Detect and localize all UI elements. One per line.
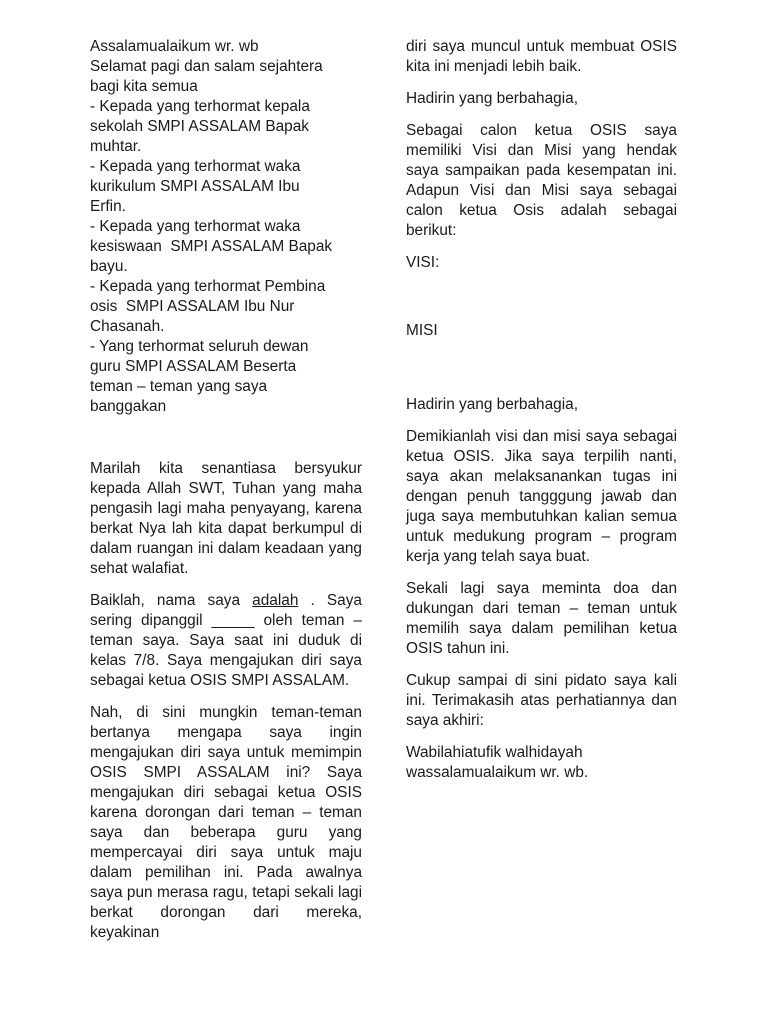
penutup-paragraph: Sekali lagi saya meminta doa dan dukungan dari teman – teman untuk memilih saya dalam pemilihan ketua OSIS tahun ini.	[406, 580, 677, 657]
greeting-line: sekolah SMPI ASSALAM Bapak	[90, 118, 310, 135]
greeting-line: - Kepada yang terhormat waka	[90, 158, 301, 175]
greeting-line: bagi kita semua	[90, 78, 198, 95]
visi-misi-intro-paragraph: Sebagai calon ketua OSIS saya memiliki Visi dan Misi yang hendak saya sampaikan pada kesempatan ini. Adapun Visi dan Misi saya sebagai calon ketua Osis adalah sebagai berikut:	[406, 122, 677, 239]
greeting-line: Chasanah.	[90, 318, 165, 335]
right-column	[406, 37, 677, 795]
greeting-line: banggakan	[90, 398, 167, 415]
greeting-line: kurikulum SMPI ASSALAM Ibu	[90, 178, 300, 195]
greeting-line: osis SMPI ASSALAM Ibu Nur	[90, 298, 295, 315]
penutup-paragraph: Demikianlah visi dan misi saya sebagai ketua OSIS. Jika saya terpilih nanti, saya akan melaksanankan tugas ini dengan penuh tangggung jawab dan juga saya membutuhkan kalian semua untuk medukung program – program kerja yang telah saya buat.	[406, 428, 677, 565]
alasan-paragraph: Nah, di sini mungkin teman-teman bertanya mengapa saya ingin mengajukan diri saya untuk memimpin OSIS SMPI ASSALAM ini? Saya mengajukan diri sebagai ketua OSIS karena dorongan dari teman – teman saya dan beberapa guru yang mempercayai diri saya untuk maju dalam pemilihan ini. Pada awalnya saya pun merasa ragu, tetapi sekali lagi berkat dorongan dari mereka, keyakinan	[90, 704, 362, 941]
greeting-line: Selamat pagi dan salam sejahtera	[90, 58, 323, 75]
hadirin-heading: Hadirin yang berbahagia,	[406, 90, 578, 107]
visi-label: VISI:	[406, 254, 440, 271]
greeting-line: muhtar.	[90, 138, 142, 155]
greeting-line: - Kepada yang terhormat Pembina	[90, 278, 326, 295]
intro-paragraph	[90, 591, 362, 691]
intro-text-end: . Saya sering dipanggil _____ oleh teman – teman saya. Saya saat ini duduk di kelas 7/8. Saya mengajukan diri saya sebagai ketua OSIS SMPI ASSALAM.	[90, 592, 362, 689]
greeting-line: - Kepada yang terhormat kepala	[90, 98, 310, 115]
intro-underlined-word: adalah	[252, 592, 299, 609]
greeting-line: - Yang terhormat seluruh dewan	[90, 338, 309, 355]
left-column	[90, 37, 362, 955]
greeting-line: bayu.	[90, 258, 128, 275]
hadirin-heading: Hadirin yang berbahagia,	[406, 396, 578, 413]
greeting-line: teman – teman yang saya	[90, 378, 268, 395]
continuation-paragraph: diri saya muncul untuk membuat OSIS kita ini menjadi lebih baik.	[406, 38, 677, 75]
greeting-line: kesiswaan SMPI ASSALAM Bapak	[90, 238, 333, 255]
greeting-line: guru SMPI ASSALAM Beserta	[90, 358, 297, 375]
greeting-line: - Kepada yang terhormat waka	[90, 218, 301, 235]
closing-salutation: Wabilahiatufik walhidayah wassalamualaikum wr. wb.	[406, 744, 589, 781]
greeting-block	[90, 37, 362, 417]
misi-label: MISI	[406, 322, 438, 339]
intro-text-start: Baiklah, nama saya	[90, 592, 253, 609]
syukur-paragraph: Marilah kita senantiasa bersyukur kepada Allah SWT, Tuhan yang maha pengasih lagi maha penyayang, karena berkat Nya lah kita dapat berkumpul di dalam ruangan ini dalam keadaan yang sehat walafiat.	[90, 460, 362, 577]
greeting-line: Assalamualaikum wr. wb	[90, 38, 259, 55]
penutup-paragraph: Cukup sampai di sini pidato saya kali ini. Terimakasih atas perhatiannya dan saya akhiri:	[406, 672, 677, 729]
greeting-line: Erfin.	[90, 198, 126, 215]
